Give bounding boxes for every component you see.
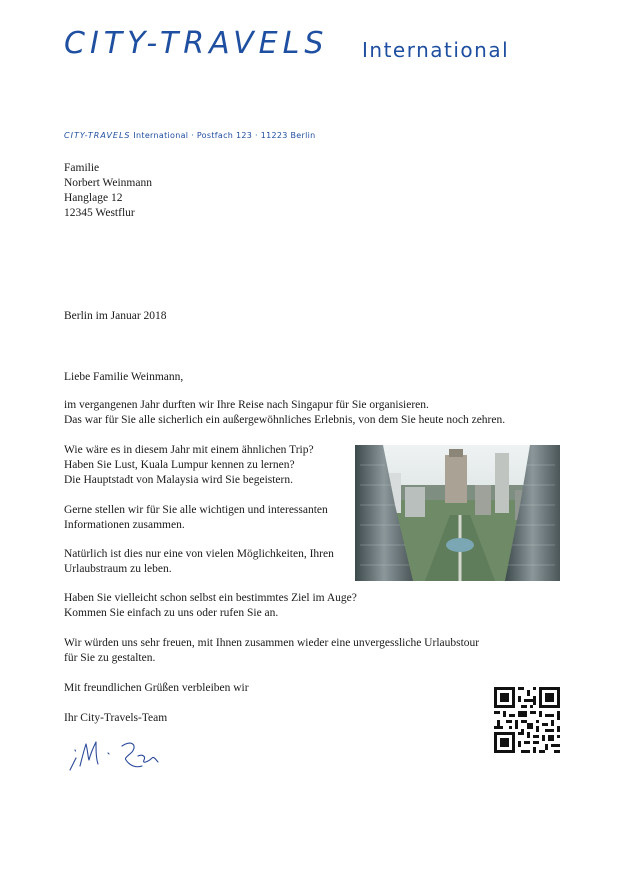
brand-logo: CITY-TRAVELS [64, 26, 329, 61]
recipient-line: Hanglage 12 [64, 192, 123, 204]
brand-subtitle: International [362, 38, 510, 62]
paragraph-line: Gerne stellen wir für Sie alle wichtigen und interessanten [64, 504, 328, 516]
recipient-line: 12345 Westflur [64, 207, 135, 219]
paragraph-line: Wir würden uns sehr freuen, mit Ihnen zusammen wieder eine unvergessliche Urlaubstour [64, 637, 480, 649]
signoff-line: Ihr City-Travels-Team [64, 712, 168, 724]
date-line: Berlin im Januar 2018 [64, 310, 167, 322]
paragraph [64, 443, 314, 488]
qr-code [494, 687, 560, 753]
paragraph-line: Die Hauptstadt von Malaysia wird Sie begeistern. [64, 474, 293, 486]
recipient-address [64, 161, 152, 221]
sender-brand: CITY-TRAVELS [64, 131, 131, 140]
city-photo [355, 445, 560, 581]
paragraph-line: Haben Sie vielleicht schon selbst ein bestimmtes Ziel im Auge? [64, 592, 357, 604]
paragraph-line: Urlaubstraum zu leben. [64, 563, 172, 575]
sender-line [64, 131, 316, 140]
paragraph-line: Informationen zusammen. [64, 519, 185, 531]
closing-line: Mit freundlichen Grüßen verbleiben wir [64, 682, 249, 694]
paragraph-line: Natürlich ist dies nur eine von vielen Möglichkeiten, Ihren [64, 548, 334, 560]
salutation: Liebe Familie Weinmann, [64, 371, 184, 383]
paragraph [64, 547, 334, 577]
city-photo-illustration [355, 445, 560, 581]
paragraph-line: Das war für Sie alle sicherlich ein außergewöhnliches Erlebnis, von dem Sie heute noch zehren. [64, 414, 506, 426]
paragraph-line: Haben Sie Lust, Kuala Lumpur kennen zu lernen? [64, 459, 295, 471]
paragraph [64, 503, 328, 533]
paragraph-line: Wie wäre es in diesem Jahr mit einem ähnlichen Trip? [64, 444, 314, 456]
recipient-line: Norbert Weinmann [64, 177, 152, 189]
recipient-line: Familie [64, 162, 100, 174]
qr-code-graphic [494, 687, 560, 753]
paragraph-line: Kommen Sie einfach zu uns oder rufen Sie an. [64, 607, 279, 619]
paragraph [64, 636, 479, 666]
paragraph-line: im vergangenen Jahr durften wir Ihre Reise nach Singapur für Sie organisieren. [64, 399, 429, 411]
paragraph-line: für Sie zu gestalten. [64, 652, 156, 664]
signature [66, 736, 166, 776]
paragraph [64, 398, 505, 428]
paragraph [64, 591, 357, 621]
sender-address: International · Postfach 123 · 11223 Berlin [130, 131, 316, 140]
